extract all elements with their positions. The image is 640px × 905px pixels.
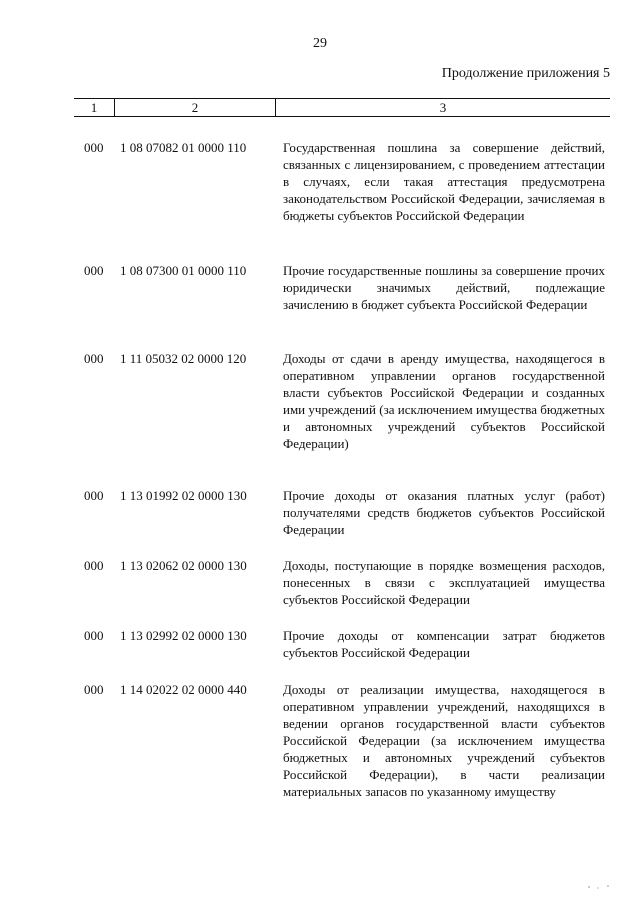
kbk-code: 1 11 05032 02 0000 120 (120, 351, 247, 366)
admin-code: 000 (84, 351, 104, 366)
page-number: 29 (313, 36, 327, 51)
income-description: Доходы, поступающие в порядке возмещения расходов, понесенных в связи с эксплуатацией имущества субъектов Российской Федерации (283, 558, 605, 607)
kbk-code: 1 08 07082 01 0000 110 (120, 140, 247, 155)
scan-marks (586, 883, 616, 891)
admin-code: 000 (84, 263, 104, 278)
income-description: Государственная пошлина за совершение действий, связанных с лицензированием, с проведением аттестации в случаях, если такая аттестация предусмотрена законодательством Российской Федерации, зачисляемая в бюджеты субъектов Российской Федерации (283, 140, 605, 223)
kbk-code: 1 13 02992 02 0000 130 (120, 628, 247, 643)
income-description: Прочие доходы от оказания платных услуг (работ) получателями средств бюджетов субъектов Российской Федерации (283, 488, 605, 537)
kbk-code: 1 13 02062 02 0000 130 (120, 558, 247, 573)
income-description: Прочие доходы от компенсации затрат бюджетов субъектов Российской Федерации (283, 628, 605, 660)
income-description: Доходы от реализации имущества, находящегося в оперативном управлении учреждений, находящихся в ведении органов государственной власти субъектов Российской Федерации (за исключением имущества бюджетных и автономных учреждений субъектов Российской Федерации), в части реализации материальных запасов по указанному имуществу (283, 682, 605, 799)
admin-code: 000 (84, 140, 104, 155)
admin-code: 000 (84, 682, 104, 697)
admin-code: 000 (84, 488, 104, 503)
income-description: Прочие государственные пошлины за совершение прочих юридически значимых действий, подлежащие зачислению в бюджет субъекта Российской Федерации (283, 263, 605, 312)
kbk-code: 1 13 01992 02 0000 130 (120, 488, 247, 503)
kbk-code: 1 08 07300 01 0000 110 (120, 263, 247, 278)
kbk-code: 1 14 02022 02 0000 440 (120, 682, 247, 697)
table-header (74, 98, 610, 117)
column-header-1: 1 (74, 99, 115, 116)
column-header-3: 3 (439, 100, 447, 115)
admin-code: 000 (84, 558, 104, 573)
column-header-2: 2 (115, 99, 276, 116)
continuation-heading: Продолжение приложения 5 (441, 66, 610, 81)
admin-code: 000 (84, 628, 104, 643)
income-description: Доходы от сдачи в аренду имущества, находящегося в оперативном управлении органов государственной власти субъектов Российской Федерации и созданных ими учреждений (за исключением имущества бюджетных и автономных учреждений субъектов Российской Федерации) (283, 351, 605, 451)
